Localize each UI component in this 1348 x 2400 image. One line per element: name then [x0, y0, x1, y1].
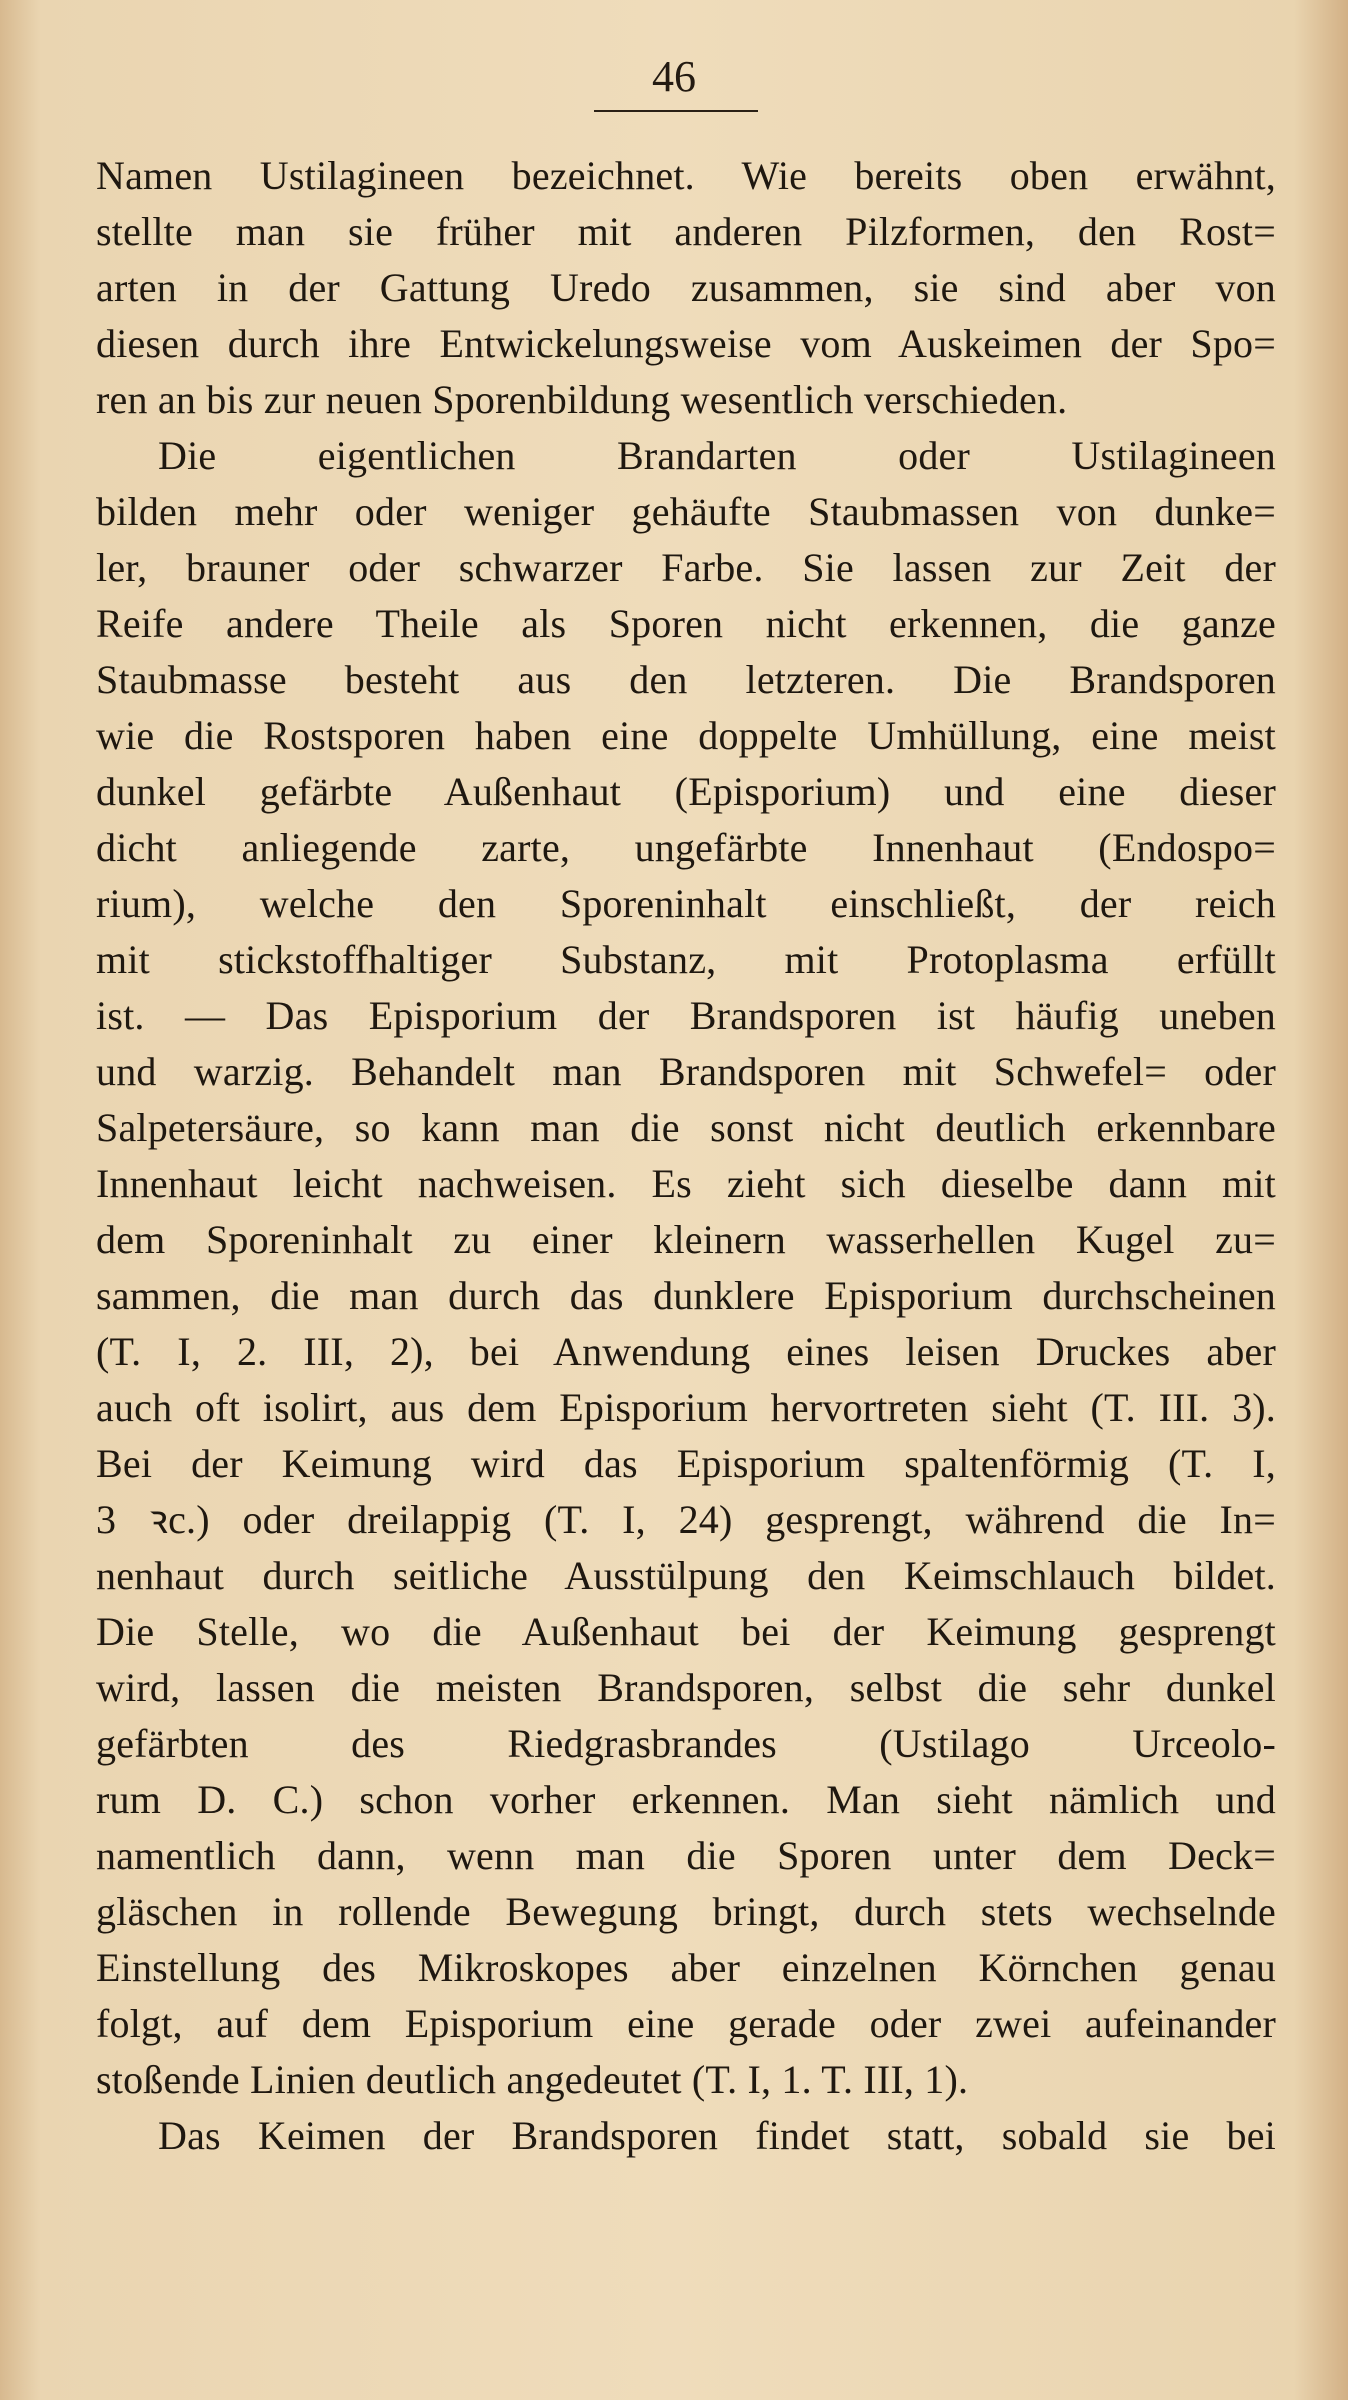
text-line: arten in der Gattung Uredo zusammen, sie sind aber von: [96, 265, 1276, 310]
text-line: folgt, auf dem Episporium eine gerade oder zwei aufeinander: [96, 2001, 1276, 2046]
page-number: 46: [652, 52, 696, 101]
text-line: namentlich dann, wenn man die Sporen unter dem Deck=: [96, 1833, 1276, 1878]
text-line: stellte man sie früher mit anderen Pilzformen, den Rost=: [96, 209, 1276, 254]
text-line: dem Sporeninhalt zu einer kleinern wasserhellen Kugel zu=: [96, 1217, 1276, 1262]
text-line: (T. I, 2. III, 2), bei Anwendung eines leisen Druckes aber: [96, 1329, 1276, 1374]
text-line: dicht anliegende zarte, ungefärbte Innenhaut (Endospo=: [96, 825, 1276, 870]
text-line: sammen, die man durch das dunklere Episporium durchscheinen: [96, 1273, 1276, 1318]
text-line: mit stickstoffhaltiger Substanz, mit Protoplasma erfüllt: [96, 937, 1276, 982]
text-line: rum D. C.) schon vorher erkennen. Man sieht nämlich und: [96, 1777, 1276, 1822]
text-line: bilden mehr oder weniger gehäufte Staubmassen von dunke=: [96, 489, 1276, 534]
text-line: Innenhaut leicht nachweisen. Es zieht sich dieselbe dann mit: [96, 1161, 1276, 1206]
text-line: Die eigentlichen Brandarten oder Ustilagineen: [158, 433, 1276, 478]
text-line: Reife andere Theile als Sporen nicht erkennen, die ganze: [96, 601, 1276, 646]
text-line: nenhaut durch seitliche Ausstülpung den Keimschlauch bildet.: [96, 1553, 1276, 1598]
text-line: Staubmasse besteht aus den letzteren. Die Brandsporen: [96, 657, 1276, 702]
text-line: ist. — Das Episporium der Brandsporen ist häufig uneben: [96, 993, 1276, 1038]
text-line: wird, lassen die meisten Brandsporen, selbst die sehr dunkel: [96, 1665, 1276, 1710]
text-line: Namen Ustilagineen bezeichnet. Wie bereits oben erwähnt,: [96, 153, 1276, 198]
text-line: gläschen in rollende Bewegung bringt, durch stets wechselnde: [96, 1889, 1276, 1934]
page-body-text: [96, 148, 1276, 2164]
text-line: und warzig. Behandelt man Brandsporen mit Schwefel= oder: [96, 1049, 1276, 1094]
text-line: 3 ꝛc.) oder dreilappig (T. I, 24) gesprengt, während die In=: [96, 1497, 1276, 1542]
text-line: ler, brauner oder schwarzer Farbe. Sie lassen zur Zeit der: [96, 545, 1276, 590]
header-rule: [594, 110, 758, 112]
text-line: auch oft isolirt, aus dem Episporium hervortreten sieht (T. III. 3).: [96, 1385, 1276, 1430]
text-line: Einstellung des Mikroskopes aber einzelnen Körnchen genau: [96, 1945, 1276, 1990]
text-line: gefärbten des Riedgrasbrandes (Ustilago Urceolo-: [96, 1721, 1276, 1766]
text-line: wie die Rostsporen haben eine doppelte Umhüllung, eine meist: [96, 713, 1276, 758]
text-line: Die Stelle, wo die Außenhaut bei der Keimung gesprengt: [96, 1609, 1276, 1654]
text-line: Das Keimen der Brandsporen findet statt, sobald sie bei: [158, 2113, 1276, 2158]
text-line: Salpetersäure, so kann man die sonst nicht deutlich erkennbare: [96, 1105, 1276, 1150]
text-line: dunkel gefärbte Außenhaut (Episporium) und eine dieser: [96, 769, 1276, 814]
text-line: diesen durch ihre Entwickelungsweise vom Auskeimen der Spo=: [96, 321, 1276, 366]
text-line: Bei der Keimung wird das Episporium spaltenförmig (T. I,: [96, 1441, 1276, 1486]
text-line: rium), welche den Sporeninhalt einschließt, der reich: [96, 881, 1276, 926]
text-line: ren an bis zur neuen Sporenbildung wesentlich verschieden.: [96, 377, 1068, 422]
text-line: stoßende Linien deutlich angedeutet (T. I, 1. T. III, 1).: [96, 2057, 969, 2102]
